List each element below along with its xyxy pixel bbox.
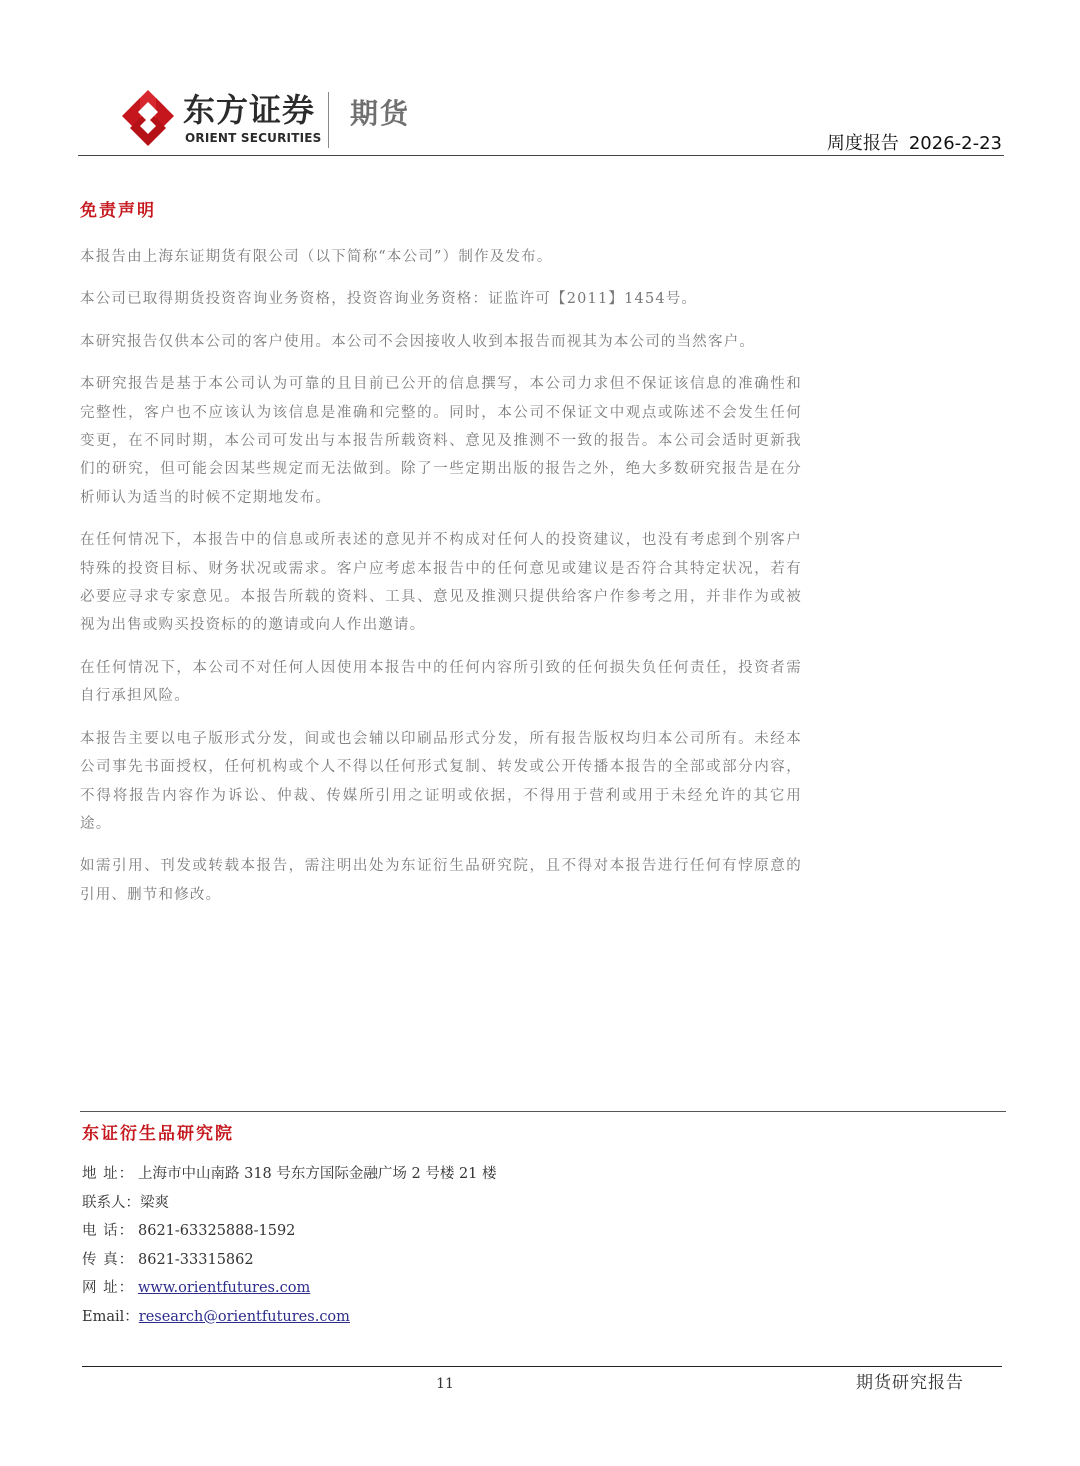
report-meta [827,132,1002,156]
phone-label: 电 话： [82,1223,135,1239]
contact-person-row [82,1189,497,1218]
email-row [82,1303,497,1332]
contact-person-label: 联系人： [82,1194,140,1211]
disclaimer-body [80,243,802,923]
disclaimer-paragraph: 本公司已取得期货投资咨询业务资格，投资咨询业务资格：证监许可【2011】1454号。 [80,291,698,308]
email-label: Email： [82,1308,139,1325]
report-type: 周度报告 [826,133,899,154]
contact-info [82,1160,497,1331]
institute-name: 东证衍生品研究院 [82,1124,234,1144]
disclaimer-title: 免责声明 [80,201,156,221]
header-divider [78,155,1004,156]
email-link[interactable]: research@orientfutures.com [138,1308,350,1325]
address-label: 地 址： [82,1166,135,1182]
fax-label: 传 真： [82,1251,135,1268]
disclaimer-paragraph: 本报告由上海东证期货有限公司（以下简称“本公司”）制作及发布。 [80,249,553,265]
brand-divider [328,92,329,148]
orient-securities-logo-icon [120,88,176,148]
fax-value: 8621-33315862 [138,1251,254,1268]
contact-person-value: 梁爽 [140,1194,169,1211]
disclaimer-paragraph: 本研究报告是基于本公司认为可靠的且目前已公开的信息撰写，本公司力求但不保证该信息的准确性和完整性，客户也不应该认为该信息是准确和完整的。同时，本公司不保证文中观点或陈述不会发生任何变更，在不同时期，本公司可发出与本报告所载资料、意见及推测不一致的报告。本公司会适时更新我们的研究，但可能会因某些规定而无法做到。除了一些定期出版的报告之外，绝大多数研究报告是在分析师认为适当的时候不定期地发布。 [80,376,802,506]
disclaimer-paragraph: 在任何情况下，本报告中的信息或所表述的意见并不构成对任何人的投资建议，也没有考虑到个别客户特殊的投资目标、财务状况或需求。客户应考虑本报告中的任何意见或建议是否符合其特定状况，若有必要应寻求专家意见。本报告所载的资料、工具、意见及推测只提供给客户作参考之用，并非作为或被视为出售或购买投资标的的邀请或向人作出邀请。 [80,532,802,634]
website-row [82,1274,497,1303]
website-link[interactable]: www.orientfutures.com [138,1280,311,1296]
address-value: 上海市中山南路 318 号东方国际金融广场 2 号楼 21 楼 [138,1166,497,1182]
fax-row [82,1246,497,1275]
website-label: 网 址： [82,1280,135,1296]
brand-name-en: ORIENT SECURITIES [185,131,322,145]
page-number: 11 [436,1376,454,1392]
phone-value: 8621-63325888-1592 [138,1223,296,1239]
footer-divider [82,1366,1002,1367]
phone-row [82,1217,497,1246]
disclaimer-paragraph: 如需引用、刊发或转载本报告，需注明出处为东证衍生品研究院，且不得对本报告进行任何有悖原意的引用、删节和修改。 [80,858,802,903]
division-label: 期货 [350,97,411,130]
address-row [82,1160,497,1189]
brand-name-cn: 东方证券 [183,91,316,129]
contact-divider [80,1111,1006,1112]
footer-label: 期货研究报告 [856,1373,964,1393]
disclaimer-paragraph: 在任何情况下，本公司不对任何人因使用本报告中的任何内容所引致的任何损失负任何责任，投资者需自行承担风险。 [80,659,802,705]
report-date: 2026-2-23 [908,133,1002,154]
disclaimer-paragraph: 本研究报告仅供本公司的客户使用。本公司不会因接收人收到本报告而视其为本公司的当然客户。 [80,333,756,350]
disclaimer-paragraph: 本报告主要以电子版形式分发，间或也会辅以印刷品形式分发，所有报告版权均归本公司所有。未经本公司事先书面授权，任何机构或个人不得以任何形式复制、转发或公开传播本报告的全部或部分内容，不得将报告内容作为诉讼、仲裁、传媒所引用之证明或依据，不得用于营利或用于未经允许的其它用途。 [80,730,802,832]
